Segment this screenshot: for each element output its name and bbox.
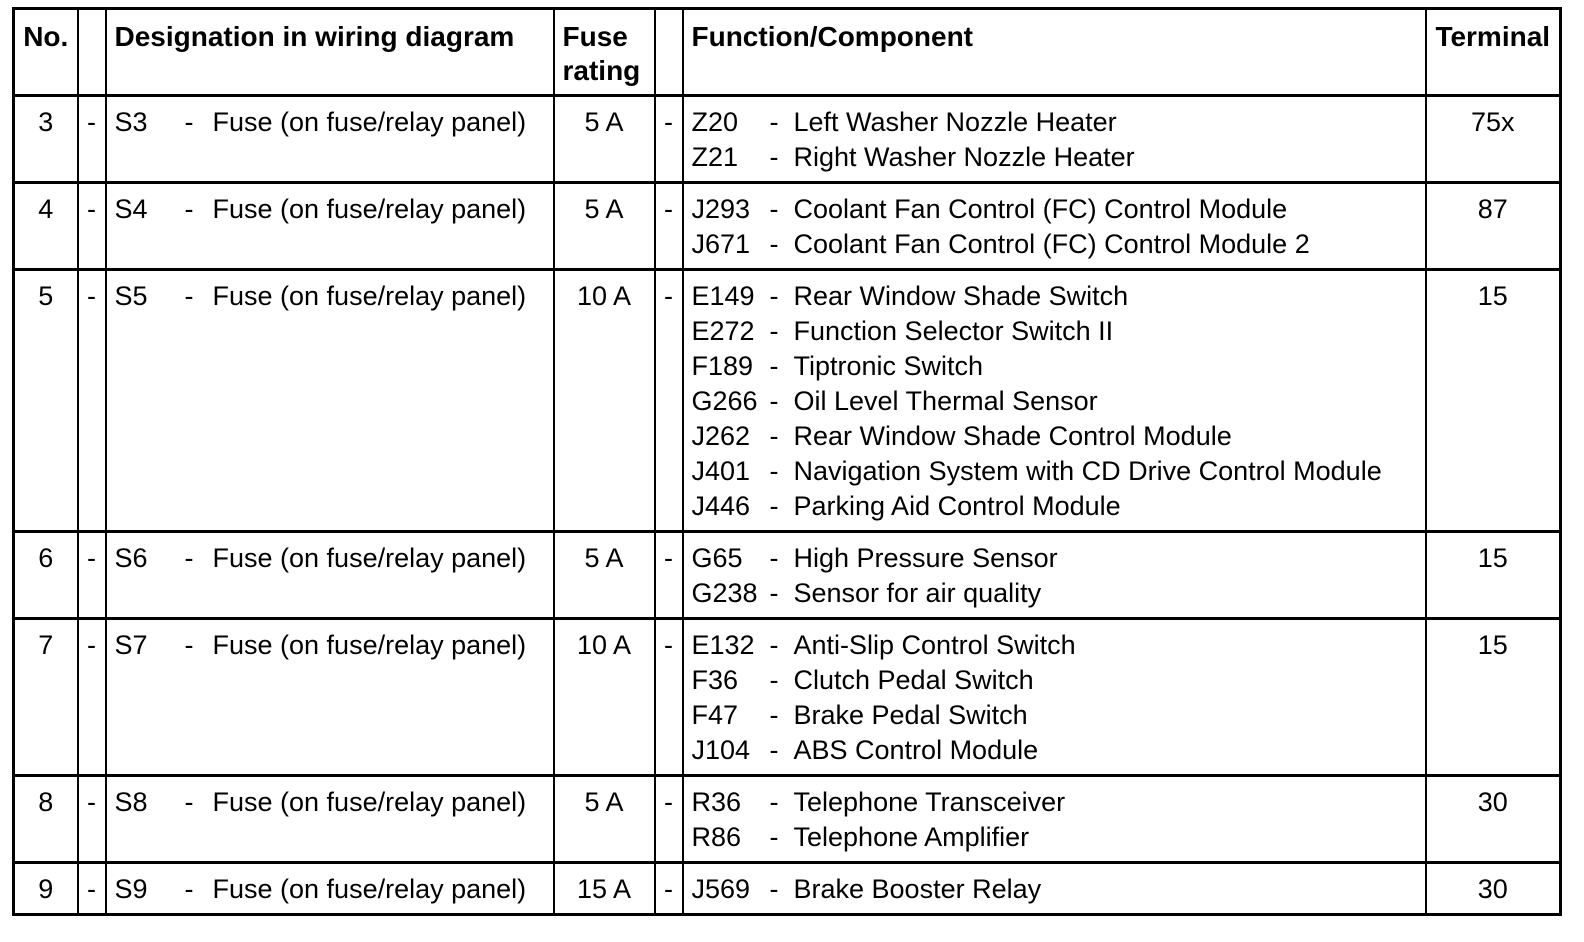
- component-cell: [683, 532, 1426, 619]
- separator-dash: -: [769, 700, 779, 730]
- separator-dash: -: [78, 532, 106, 619]
- table-row: [14, 183, 1561, 270]
- table-row: [14, 532, 1561, 619]
- component-name: ABS Control Module: [793, 735, 1039, 765]
- separator-dash: -: [184, 787, 194, 817]
- component-name: Sensor for air quality: [793, 578, 1042, 608]
- component-line: [684, 872, 1425, 907]
- fuse-rating: 5 A: [554, 96, 655, 183]
- separator-dash: -: [655, 532, 683, 619]
- component-code: E272: [691, 316, 755, 346]
- designation: [107, 785, 553, 820]
- header-spacer-2: [655, 9, 683, 96]
- designation-cell: [106, 270, 554, 532]
- component-code: E132: [691, 630, 755, 660]
- component-name: Brake Pedal Switch: [793, 700, 1028, 730]
- designation: [107, 872, 553, 907]
- component-line: [684, 733, 1425, 768]
- row-number: 9: [14, 863, 78, 915]
- component-cell: [683, 863, 1426, 915]
- component-code: J262: [691, 421, 751, 451]
- separator-dash: -: [769, 194, 779, 224]
- component-code: J569: [691, 874, 751, 904]
- component-name: Telephone Amplifier: [793, 822, 1030, 852]
- separator-dash: -: [655, 270, 683, 532]
- terminal: 30: [1426, 776, 1561, 863]
- component-line: [684, 384, 1425, 419]
- fuse-rating: 15 A: [554, 863, 655, 915]
- fuse-description: Fuse (on fuse/relay panel): [212, 630, 527, 660]
- component-line: [684, 576, 1425, 611]
- header-designation: Designation in wiring diagram: [106, 9, 554, 96]
- component-name: Navigation System with CD Drive Control Module: [793, 456, 1382, 486]
- component-line: [684, 663, 1425, 698]
- table-row: [14, 270, 1561, 532]
- component-name: Right Washer Nozzle Heater: [793, 142, 1135, 172]
- separator-dash: -: [769, 874, 779, 904]
- component-code: J104: [691, 735, 751, 765]
- table-row: [14, 96, 1561, 183]
- component-name: Coolant Fan Control (FC) Control Module 2: [793, 229, 1310, 259]
- component-code: R86: [691, 822, 742, 852]
- designation: [107, 279, 553, 314]
- fuse-rating: 10 A: [554, 270, 655, 532]
- header-spacer-1: [78, 9, 106, 96]
- fuse-description: Fuse (on fuse/relay panel): [212, 194, 527, 224]
- row-number: 3: [14, 96, 78, 183]
- component-line: [684, 489, 1425, 524]
- fuse-rating: 5 A: [554, 183, 655, 270]
- fuse-description: Fuse (on fuse/relay panel): [212, 874, 527, 904]
- fuse-code: S7: [114, 630, 148, 660]
- separator-dash: -: [78, 776, 106, 863]
- component-line: [684, 419, 1425, 454]
- designation-cell: [106, 776, 554, 863]
- separator-dash: -: [769, 822, 779, 852]
- component-line: [684, 314, 1425, 349]
- table-row: [14, 619, 1561, 776]
- designation: [107, 192, 553, 227]
- row-number: 4: [14, 183, 78, 270]
- component-name: Parking Aid Control Module: [793, 491, 1121, 521]
- component-code: J446: [691, 491, 751, 521]
- component-line: [684, 349, 1425, 384]
- terminal: 15: [1426, 619, 1561, 776]
- component-code: R36: [691, 787, 742, 817]
- component-code: G238: [691, 578, 758, 608]
- designation: [107, 541, 553, 576]
- component-line: [684, 541, 1425, 576]
- separator-dash: -: [78, 619, 106, 776]
- component-line: [684, 698, 1425, 733]
- component-name: Rear Window Shade Control Module: [793, 421, 1232, 451]
- component-cell: [683, 96, 1426, 183]
- component-line: [684, 454, 1425, 489]
- terminal: 75x: [1426, 96, 1561, 183]
- component-name: High Pressure Sensor: [793, 543, 1058, 573]
- separator-dash: -: [769, 787, 779, 817]
- header-fuse-line1: Fuse: [562, 21, 628, 52]
- header-function: Function/Component: [683, 9, 1426, 96]
- separator-dash: -: [769, 229, 779, 259]
- separator-dash: -: [769, 421, 779, 451]
- fuse-code: S3: [114, 107, 148, 137]
- separator-dash: -: [184, 107, 194, 137]
- component-code: J671: [691, 229, 751, 259]
- separator-dash: -: [78, 863, 106, 915]
- separator-dash: -: [184, 874, 194, 904]
- component-code: Z20: [691, 107, 739, 137]
- terminal: 15: [1426, 532, 1561, 619]
- component-code: Z21: [691, 142, 739, 172]
- designation-cell: [106, 619, 554, 776]
- fuse-description: Fuse (on fuse/relay panel): [212, 107, 527, 137]
- fuse-code: S9: [114, 874, 148, 904]
- fuse-rating: 5 A: [554, 532, 655, 619]
- table-row: [14, 863, 1561, 915]
- component-cell: [683, 619, 1426, 776]
- terminal: 87: [1426, 183, 1561, 270]
- component-code: G65: [691, 543, 743, 573]
- separator-dash: -: [78, 96, 106, 183]
- separator-dash: -: [769, 316, 779, 346]
- component-name: Brake Booster Relay: [793, 874, 1042, 904]
- header-no: No.: [14, 9, 78, 96]
- component-name: Clutch Pedal Switch: [793, 665, 1034, 695]
- component-cell: [683, 776, 1426, 863]
- component-line: [684, 140, 1425, 175]
- component-line: [684, 227, 1425, 262]
- separator-dash: -: [655, 96, 683, 183]
- fuse-description: Fuse (on fuse/relay panel): [212, 281, 527, 311]
- component-code: F189: [691, 351, 754, 381]
- separator-dash: -: [769, 351, 779, 381]
- terminal: 15: [1426, 270, 1561, 532]
- fuse-code: S6: [114, 543, 148, 573]
- separator-dash: -: [769, 630, 779, 660]
- fuse-table: [12, 7, 1562, 916]
- separator-dash: -: [184, 281, 194, 311]
- component-line: [684, 820, 1425, 855]
- header-fuse-rating: [554, 9, 655, 96]
- designation-cell: [106, 532, 554, 619]
- component-code: E149: [691, 281, 755, 311]
- separator-dash: -: [78, 270, 106, 532]
- header-terminal: Terminal: [1426, 9, 1561, 96]
- fuse-code: S5: [114, 281, 148, 311]
- separator-dash: -: [769, 491, 779, 521]
- row-number: 8: [14, 776, 78, 863]
- fuse-rating: 5 A: [554, 776, 655, 863]
- component-name: Anti-Slip Control Switch: [793, 630, 1076, 660]
- separator-dash: -: [769, 386, 779, 416]
- separator-dash: -: [769, 281, 779, 311]
- component-cell: [683, 183, 1426, 270]
- component-code: F36: [691, 665, 739, 695]
- separator-dash: -: [78, 183, 106, 270]
- separator-dash: -: [769, 142, 779, 172]
- separator-dash: -: [655, 776, 683, 863]
- component-line: [684, 105, 1425, 140]
- table-row: [14, 776, 1561, 863]
- component-name: Coolant Fan Control (FC) Control Module: [793, 194, 1288, 224]
- fuse-code: S8: [114, 787, 148, 817]
- row-number: 7: [14, 619, 78, 776]
- separator-dash: -: [769, 665, 779, 695]
- header-fuse-line2: rating: [562, 55, 641, 86]
- separator-dash: -: [769, 543, 779, 573]
- separator-dash: -: [769, 456, 779, 486]
- component-line: [684, 785, 1425, 820]
- component-name: Rear Window Shade Switch: [793, 281, 1129, 311]
- component-code: J293: [691, 194, 751, 224]
- terminal: 30: [1426, 863, 1561, 915]
- separator-dash: -: [655, 619, 683, 776]
- component-line: [684, 628, 1425, 663]
- row-number: 6: [14, 532, 78, 619]
- separator-dash: -: [769, 578, 779, 608]
- component-code: J401: [691, 456, 751, 486]
- component-name: Telephone Transceiver: [793, 787, 1066, 817]
- component-name: Left Washer Nozzle Heater: [793, 107, 1117, 137]
- header-row: [14, 9, 1561, 96]
- separator-dash: -: [655, 863, 683, 915]
- component-name: Tiptronic Switch: [793, 351, 984, 381]
- separator-dash: -: [184, 194, 194, 224]
- component-line: [684, 279, 1425, 314]
- separator-dash: -: [655, 183, 683, 270]
- separator-dash: -: [184, 543, 194, 573]
- component-name: Function Selector Switch II: [793, 316, 1114, 346]
- designation-cell: [106, 863, 554, 915]
- fuse-code: S4: [114, 194, 148, 224]
- component-cell: [683, 270, 1426, 532]
- component-code: G266: [691, 386, 758, 416]
- designation: [107, 105, 553, 140]
- fuse-rating: 10 A: [554, 619, 655, 776]
- component-code: F47: [691, 700, 739, 730]
- separator-dash: -: [184, 630, 194, 660]
- designation-cell: [106, 183, 554, 270]
- fuse-description: Fuse (on fuse/relay panel): [212, 543, 527, 573]
- separator-dash: -: [769, 735, 779, 765]
- separator-dash: -: [769, 107, 779, 137]
- designation-cell: [106, 96, 554, 183]
- component-line: [684, 192, 1425, 227]
- row-number: 5: [14, 270, 78, 532]
- fuse-description: Fuse (on fuse/relay panel): [212, 787, 527, 817]
- component-name: Oil Level Thermal Sensor: [793, 386, 1098, 416]
- designation: [107, 628, 553, 663]
